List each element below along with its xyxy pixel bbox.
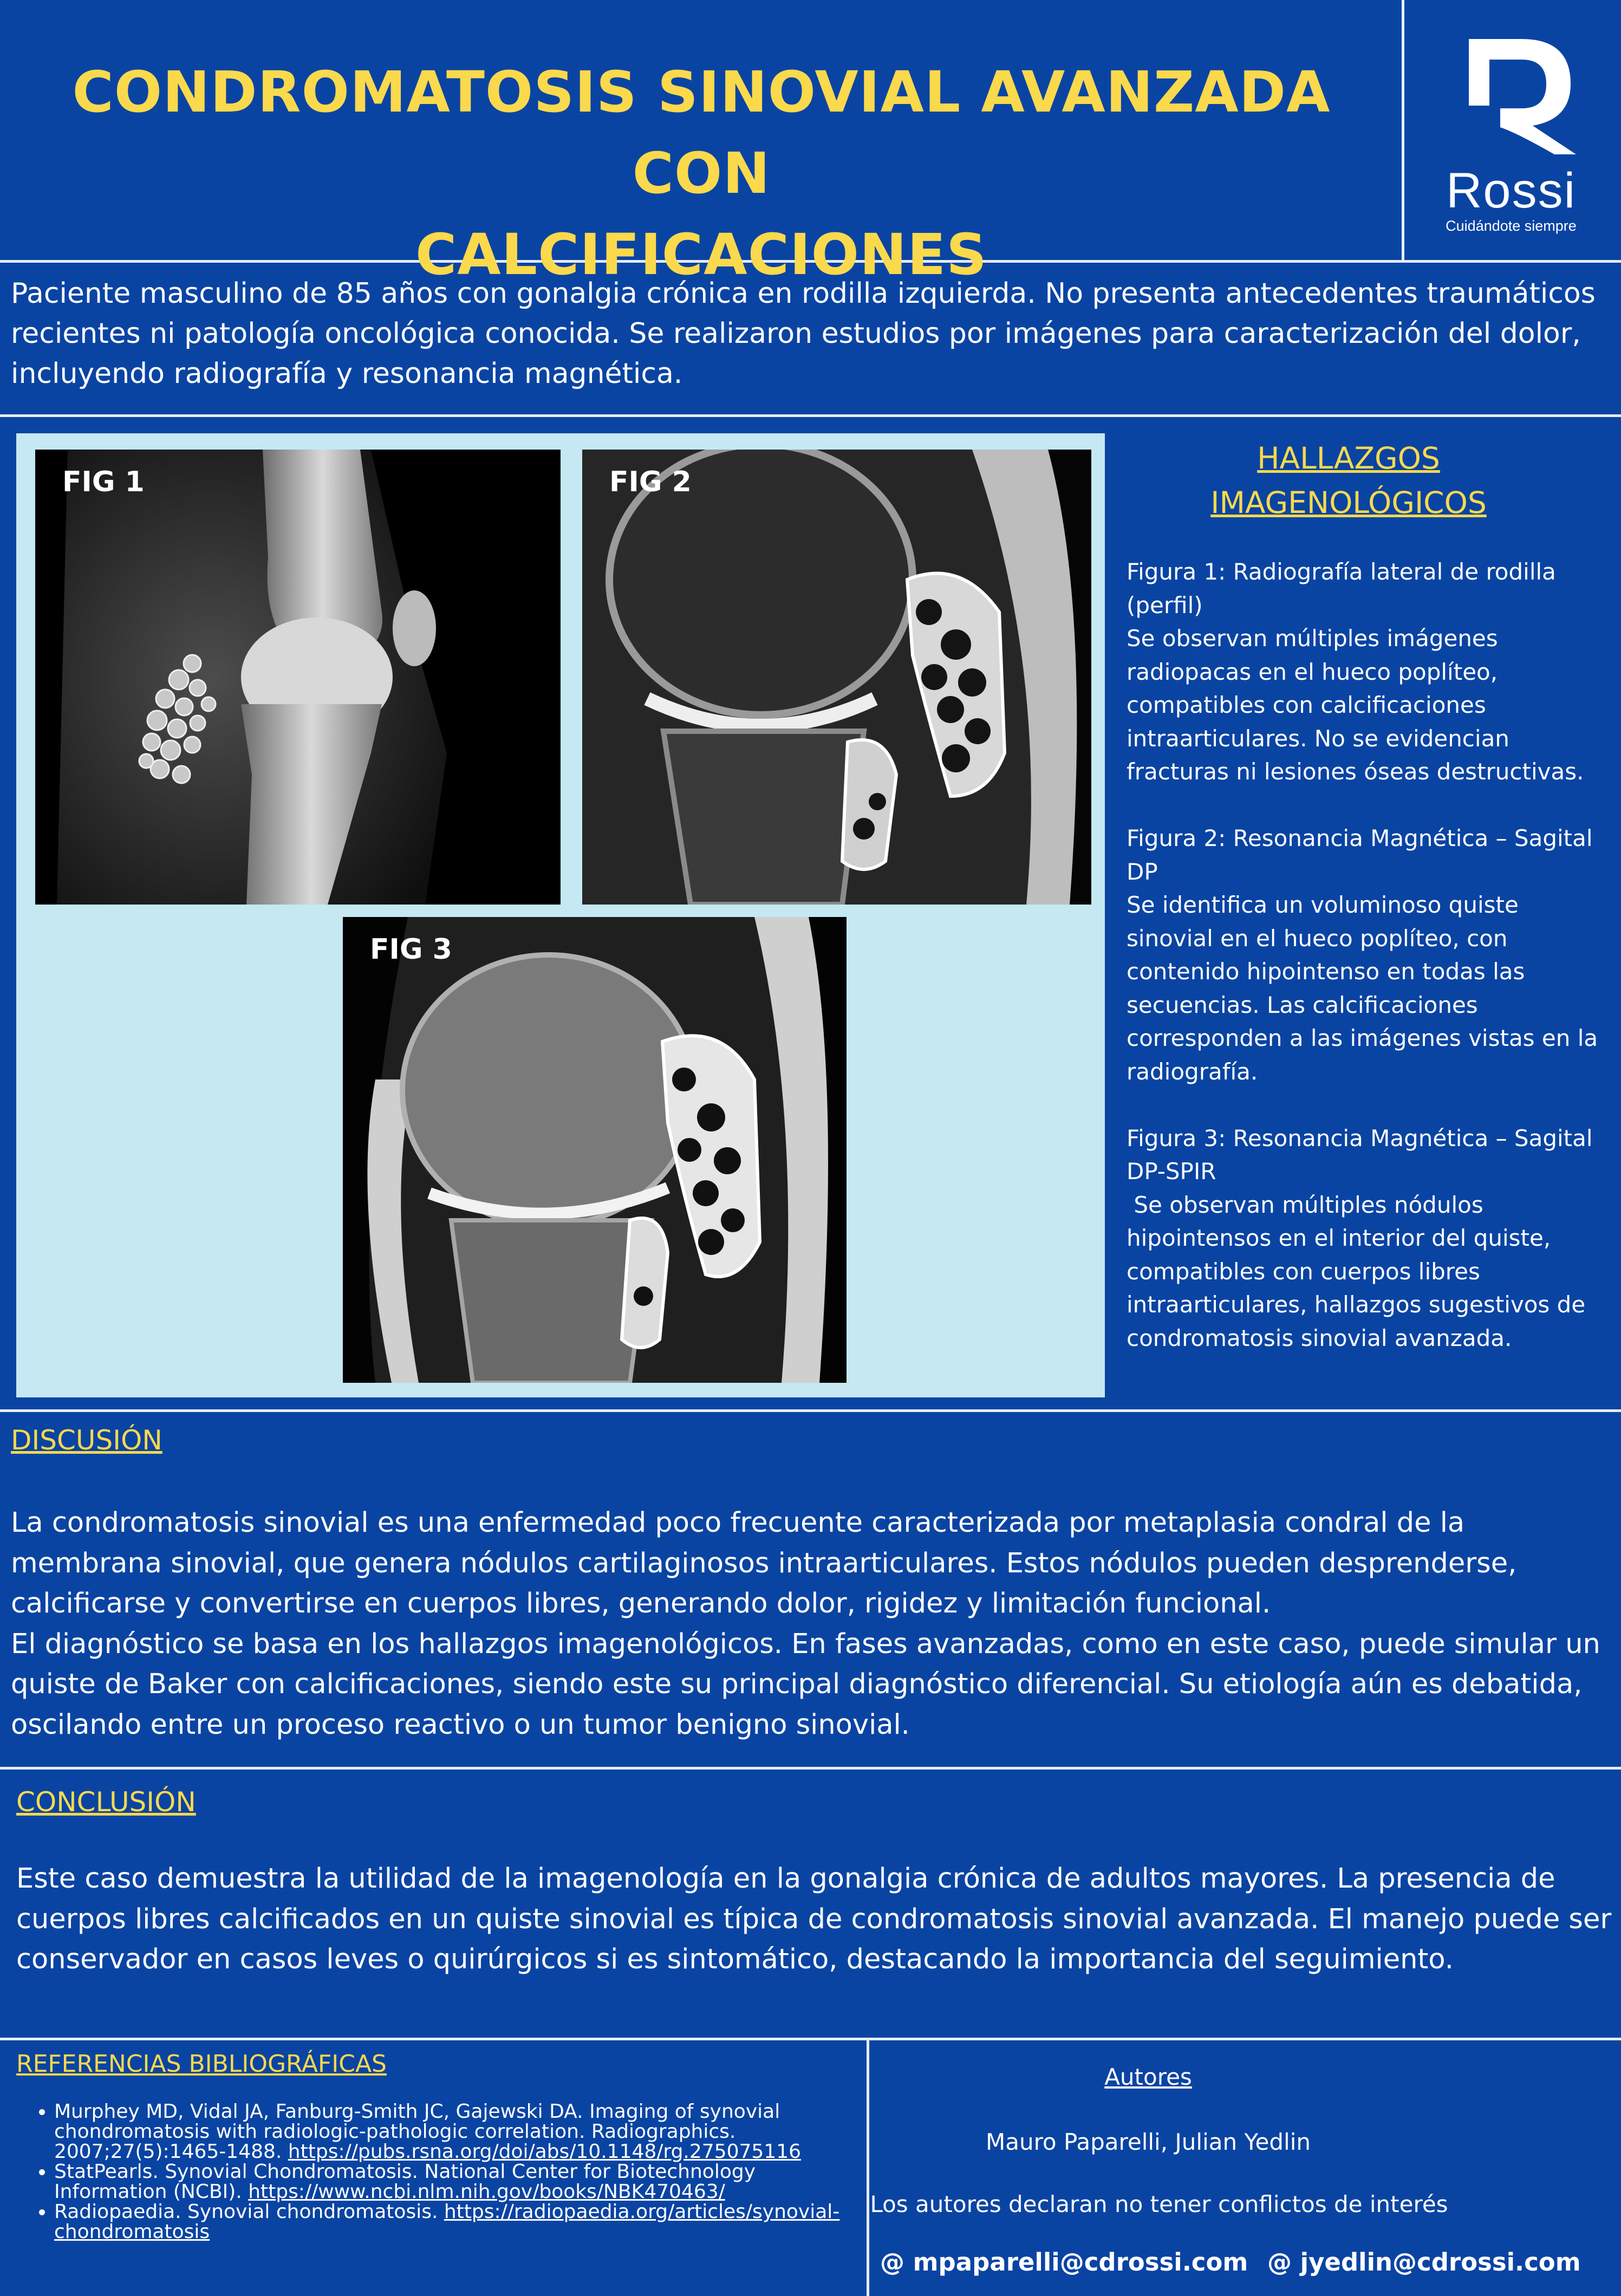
finding-fig1: Figura 1: Radiografía lateral de rodilla (perfil) Se observan múltiples imágenes radiopacas en el hueco poplíteo, compatibles con calcificaciones intraarticulares. No se evidencian fracturas ni lesiones óseas destructivas. — [1127, 558, 1584, 785]
figure-2-label: FIG 2 — [609, 466, 692, 498]
logo-name: Rossi — [1446, 163, 1577, 218]
references-list — [32, 2102, 867, 2242]
discussion-body — [11, 1503, 1614, 1745]
rossi-r-icon — [1408, 32, 1614, 162]
reference-item: • StatPearls. Synovial Chondromatosis. National Center for Biotechnology Information (NCBI). https://www.ncbi.nlm.nih.gov/books/NBK470463/ — [54, 2162, 867, 2202]
knee-mri-dp-illustration — [582, 450, 1091, 905]
conclusion-divider — [0, 2038, 1621, 2040]
discussion-title: DISCUSIÓN — [11, 1425, 162, 1456]
title-line-1: CONDROMATOSIS SINOVIAL AVANZADA CON — [72, 59, 1331, 206]
reference-link[interactable]: https://www.ncbi.nlm.nih.gov/books/NBK470463/ — [248, 2181, 725, 2203]
reference-link[interactable]: https://radiopaedia.org/articles/synovial-chondromatosis — [54, 2201, 840, 2243]
authors-title: Autores — [1104, 2064, 1192, 2090]
figure-1-radiograph — [35, 450, 561, 905]
reference-item: • Radiopaedia. Synovial chondromatosis. https://radiopaedia.org/articles/synovial-chondromatosis — [54, 2202, 867, 2242]
knee-xray-illustration — [35, 450, 561, 905]
figure-3-mri-spir — [343, 917, 847, 1383]
intro-divider — [0, 414, 1621, 417]
discussion-paragraph-2: El diagnóstico se basa en los hallazgos imagenológicos. En fases avanzadas, como en este caso, puede simular un quiste de Baker con calcificaciones, siendo este su principal diagnóstico diferencial. Su etiología aún es debatida, oscilando entre un proceso reactivo o un tumor benigno sinovial. — [11, 1628, 1600, 1741]
case-intro: Paciente masculino de 85 años con gonalgia crónica en rodilla izquierda. No presenta antecedentes traumáticos recientes ni patología oncológica conocida. Se realizaron estudios por imágenes para caracterización del dolor, incluyendo radiografía y resonancia magnética. — [11, 277, 1596, 390]
finding-fig3: Figura 3: Resonancia Magnética – Sagital DP-SPIR Se observan múltiples nódulos hipointensos en el interior del quiste, compatibles con cuerpos libres intraarticulares, hallazgos sugestivos de condromatosis sinovial avanzada. — [1127, 1124, 1593, 1351]
reference-link[interactable]: https://pubs.rsna.org/doi/abs/10.1148/rg.275075116 — [288, 2141, 802, 2163]
author-email-2[interactable]: @ jyedlin@cdrossi.com — [1267, 2248, 1581, 2277]
findings-text — [1127, 555, 1603, 1388]
discussion-divider — [0, 1767, 1621, 1770]
logo-divider — [1402, 0, 1404, 260]
page-title — [16, 51, 1386, 295]
references-title: REFERENCIAS BIBLIOGRÁFICAS — [16, 2050, 387, 2078]
knee-mri-spir-illustration — [343, 917, 847, 1383]
discussion-paragraph-1: La condromatosis sinovial es una enfermedad poco frecuente caracterizada por metaplasia condral de la membrana sinovial, que genera nódulos cartilaginosos intraarticulares. Estos nódulos pueden desprenderse, calcificarse y convertirse en cuerpos libres, generando dolor, rigidez y limitación funcional. — [11, 1507, 1517, 1619]
figure-1-label: FIG 1 — [62, 466, 145, 498]
figure-3-label: FIG 3 — [370, 933, 452, 966]
rossi-logo — [1408, 32, 1614, 249]
logo-tagline: Cuidándote siempre — [1446, 218, 1577, 234]
conclusion-title: CONCLUSIÓN — [16, 1786, 196, 1818]
finding-fig2: Figura 2: Resonancia Magnética – Sagital DP Se identifica un voluminoso quiste sinovial en el hueco poplíteo, con contenido hipointenso en todas las secuencias. Las calcificaciones corresponden a las imágenes vistas en la radiografía. — [1127, 825, 1598, 1085]
conflict-of-interest: Los autores declaran no tener conflictos de interés — [870, 2191, 1448, 2217]
authors-names: Mauro Paparelli, Julian Yedlin — [985, 2129, 1311, 2155]
author-email-1[interactable]: @ mpaparelli@cdrossi.com — [880, 2248, 1248, 2277]
figures-divider — [0, 1409, 1621, 1412]
findings-title: HALLAZGOS IMAGENOLÓGICOS — [1210, 441, 1487, 520]
figure-2-mri-dp — [582, 450, 1091, 905]
reference-item: • Murphey MD, Vidal JA, Fanburg-Smith JC, Gajewski DA. Imaging of synovial chondromatosis with radiologic-pathologic correlation. Radiographics. 2007;27(5):1465-1488. https://pubs.rsna.org/doi/abs/10.1148/rg.275075116 — [54, 2102, 867, 2162]
figures-panel — [16, 433, 1105, 1397]
title-line-2: CALCIFICACIONES — [415, 222, 988, 288]
conclusion-body: Este caso demuestra la utilidad de la imagenología en la gonalgia crónica de adultos mayores. La presencia de cuerpos libres calcificados en un quiste sinovial es típica de condromatosis sinovial avanzada. El manejo puede ser conservador en casos leves o quirúrgicos si es sintomático, destacando la importancia del seguimiento. — [16, 1863, 1612, 1975]
